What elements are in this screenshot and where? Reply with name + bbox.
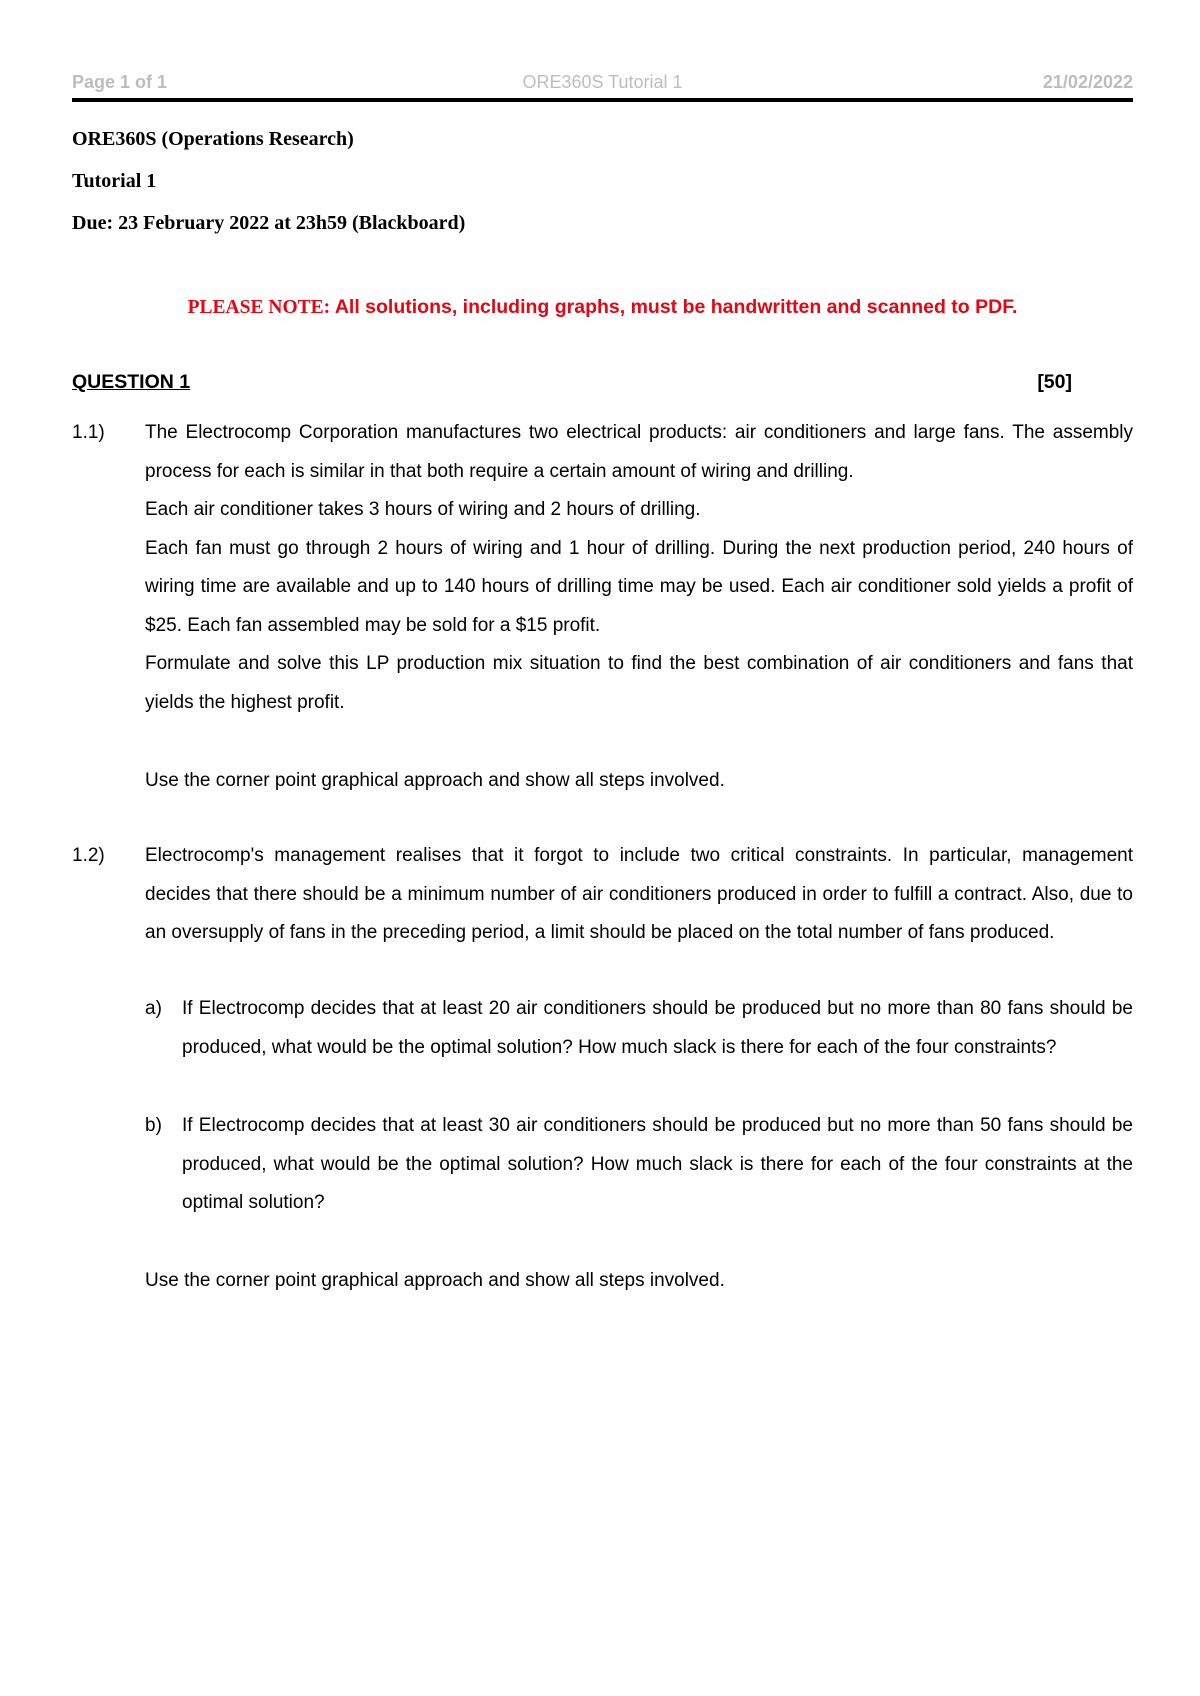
due-date: Due: 23 February 2022 at 23h59 (Blackboard) (72, 212, 466, 234)
subitem-text: If Electrocomp decides that at least 20 air conditioners should be produced but no more than 80 fans should be produced, what would be the optimal solution? How much slack is there for each of the four constraints? (182, 998, 1133, 1058)
header-page-info: Page 1 of 1 (72, 72, 168, 92)
course-title: ORE360S (Operations Research) (72, 128, 354, 150)
item-body (145, 837, 1133, 953)
question-title: QUESTION 1 (72, 371, 191, 393)
item-paragraph: Each fan must go through 2 hours of wiring and 1 hour of drilling. During the next production period, 240 hours of wiring time are available and up to 140 hours of drilling time may be used. Each air conditioner sold yields a profit of $25. Each fan assembled may be sold for a $15 profit. (145, 537, 1133, 636)
header-doc-title: ORE360S Tutorial 1 (522, 72, 683, 92)
item-body (145, 414, 1133, 722)
item-number: 1.2) (72, 845, 105, 866)
notice-text: All solutions, including graphs, must be handwritten and scanned to PDF. (330, 296, 1018, 318)
submission-notice (72, 296, 1133, 319)
page-header (72, 72, 1133, 98)
header-date: 21/02/2022 (1042, 72, 1133, 92)
subitem-label: b) (145, 1115, 162, 1136)
item-paragraph: Each air conditioner takes 3 hours of wiring and 2 hours of drilling. (145, 499, 701, 520)
item-paragraph: The Electrocomp Corporation manufactures two electrical products: air conditioners and large fans. The assembly process for each is similar in that both require a certain amount of wiring and drilling. (145, 422, 1133, 482)
item-instruction: Use the corner point graphical approach and show all steps involved. (145, 1270, 725, 1291)
item-number: 1.1) (72, 422, 105, 443)
tutorial-title: Tutorial 1 (72, 170, 157, 192)
subitem-label: a) (145, 998, 162, 1019)
question-marks: [50] (1037, 371, 1072, 393)
question-header (72, 371, 1072, 394)
item-instruction: Use the corner point graphical approach and show all steps involved. (145, 770, 725, 791)
header-rule (72, 98, 1133, 102)
item-paragraph: Formulate and solve this LP production mix situation to find the best combination of air conditioners and fans that yields the highest profit. (145, 653, 1133, 713)
subitem-text: If Electrocomp decides that at least 30 air conditioners should be produced but no more than 50 fans should be produced, what would be the optimal solution? How much slack is there for each of the four constraints at the optimal solution? (182, 1115, 1133, 1213)
item-paragraph: Electrocomp's management realises that it forgot to include two critical constraints. In particular, management decides that there should be a minimum number of air conditioners produced in order to fulfill a contract. Also, due to an oversupply of fans in the preceding period, a limit should be placed on the total number of fans produced. (145, 845, 1133, 943)
notice-label: PLEASE NOTE: (187, 297, 331, 318)
